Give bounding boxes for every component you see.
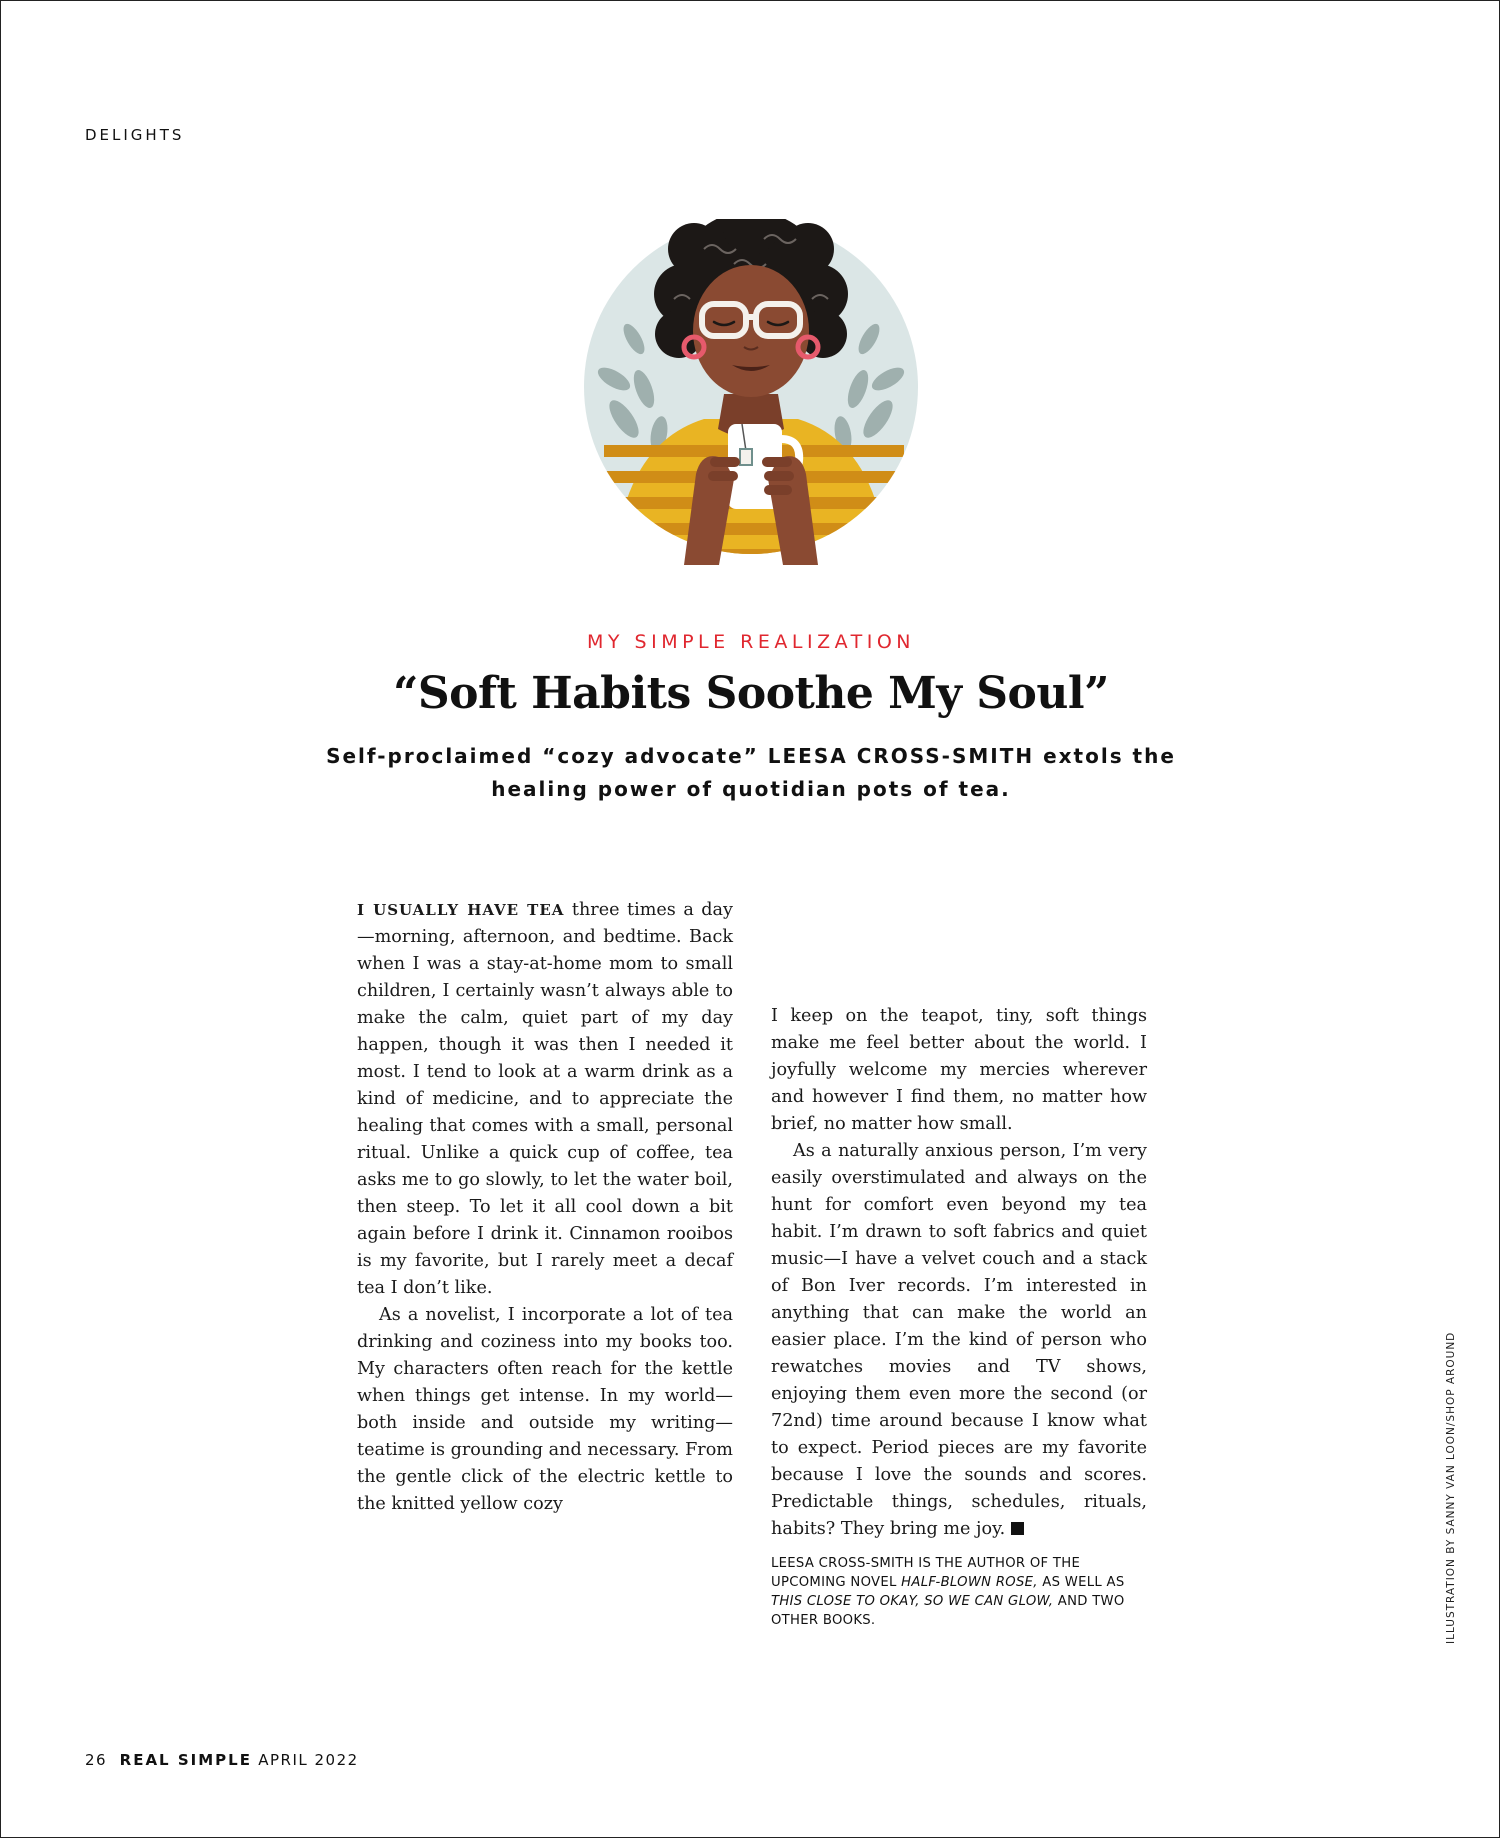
paragraph-1-text: three times a day—morning, afternoon, and bedtime. Back when I was a stay-at-home mom to small children, I certainly wasn’t always able to make the calm, quiet part of my day happen, though it was then I needed it most. I tend to look at a warm drink as a kind of medicine, and to appreciate the healing that comes with a small, personal ritual. Unlike a quick cup of coffee, tea asks me to go slowly, to let the water boil, then steep. To let it all cool down a bit again before I drink it. Cinnamon rooibos is my favorite, but I rarely meet a decaf tea I don’t like. bbox=[357, 900, 733, 1298]
paragraph-2: As a novelist, I incorporate a lot of tea drinking and coziness into my books too. My characters often reach for the kettle when things get intense. In my world—both inside and outside my writing—teatime is grounding and necessary. From the gentle click of the electric kettle to the knitted yellow cozy bbox=[357, 1305, 733, 1514]
section-label: DELIGHTS bbox=[85, 126, 185, 144]
dek: Self-proclaimed “cozy advocate” LEESA CROSS-SMITH extols the healing power of quotidian pots of tea. bbox=[326, 744, 1176, 801]
bio-book-1: HALF-BLOWN ROSE, bbox=[901, 1575, 1038, 1590]
bio-text-3: AND TWO OTHER BOOKS. bbox=[771, 1594, 1125, 1628]
woman-drinking-tea-illustration bbox=[584, 219, 918, 565]
paragraph-3-text: As a naturally anxious person, I’m very easily overstimulated and always on the hunt for comfort even beyond my tea habit. I’m drawn to soft fabrics and quiet music—I have a velvet couch and a stack of Bon Iver records. I’m interested in anything that can make the world an easier place. I’m the kind of person who rewatches movies and TV shows, enjoying them even more the second (or 72nd) time around because I know what to expect. Period pieces are my favorite because I love the sounds and scores. Predictable things, schedules, rituals, habits? They bring me joy. bbox=[771, 1141, 1147, 1539]
paragraph-2-continued: I keep on the teapot, tiny, soft things make me feel better about the world. I joyfully welcome my mercies wherever and however I find them, no matter how brief, no matter how small. bbox=[771, 1006, 1147, 1134]
page-number: 26 bbox=[85, 1751, 108, 1769]
paragraph-1 bbox=[357, 897, 733, 1302]
kicker: MY SIMPLE REALIZATION bbox=[587, 631, 915, 653]
paragraph-3 bbox=[771, 1138, 1147, 1543]
illustration-credit-text: ILLUSTRATION BY SANNY VAN LOON/SHOP AROUND bbox=[1445, 1331, 1457, 1644]
article-column-1 bbox=[357, 897, 733, 1518]
author-bio bbox=[771, 1554, 1147, 1630]
headline: “Soft Habits Soothe My Soul” bbox=[393, 668, 1109, 719]
bio-book-2: THIS CLOSE TO OKAY, SO WE CAN GLOW, bbox=[771, 1594, 1054, 1609]
folio bbox=[85, 1751, 359, 1769]
magazine-name: REAL SIMPLE bbox=[119, 1751, 252, 1769]
end-mark-icon bbox=[1011, 1522, 1024, 1535]
issue-date: APRIL 2022 bbox=[258, 1751, 359, 1769]
article-column-2 bbox=[771, 1003, 1147, 1543]
bio-text-1: LEESA CROSS-SMITH IS THE AUTHOR OF THE UPCOMING NOVEL bbox=[771, 1556, 1081, 1590]
bio-text-2: AS WELL AS bbox=[1037, 1575, 1125, 1590]
lead-in: I USUALLY HAVE TEA bbox=[357, 901, 565, 919]
